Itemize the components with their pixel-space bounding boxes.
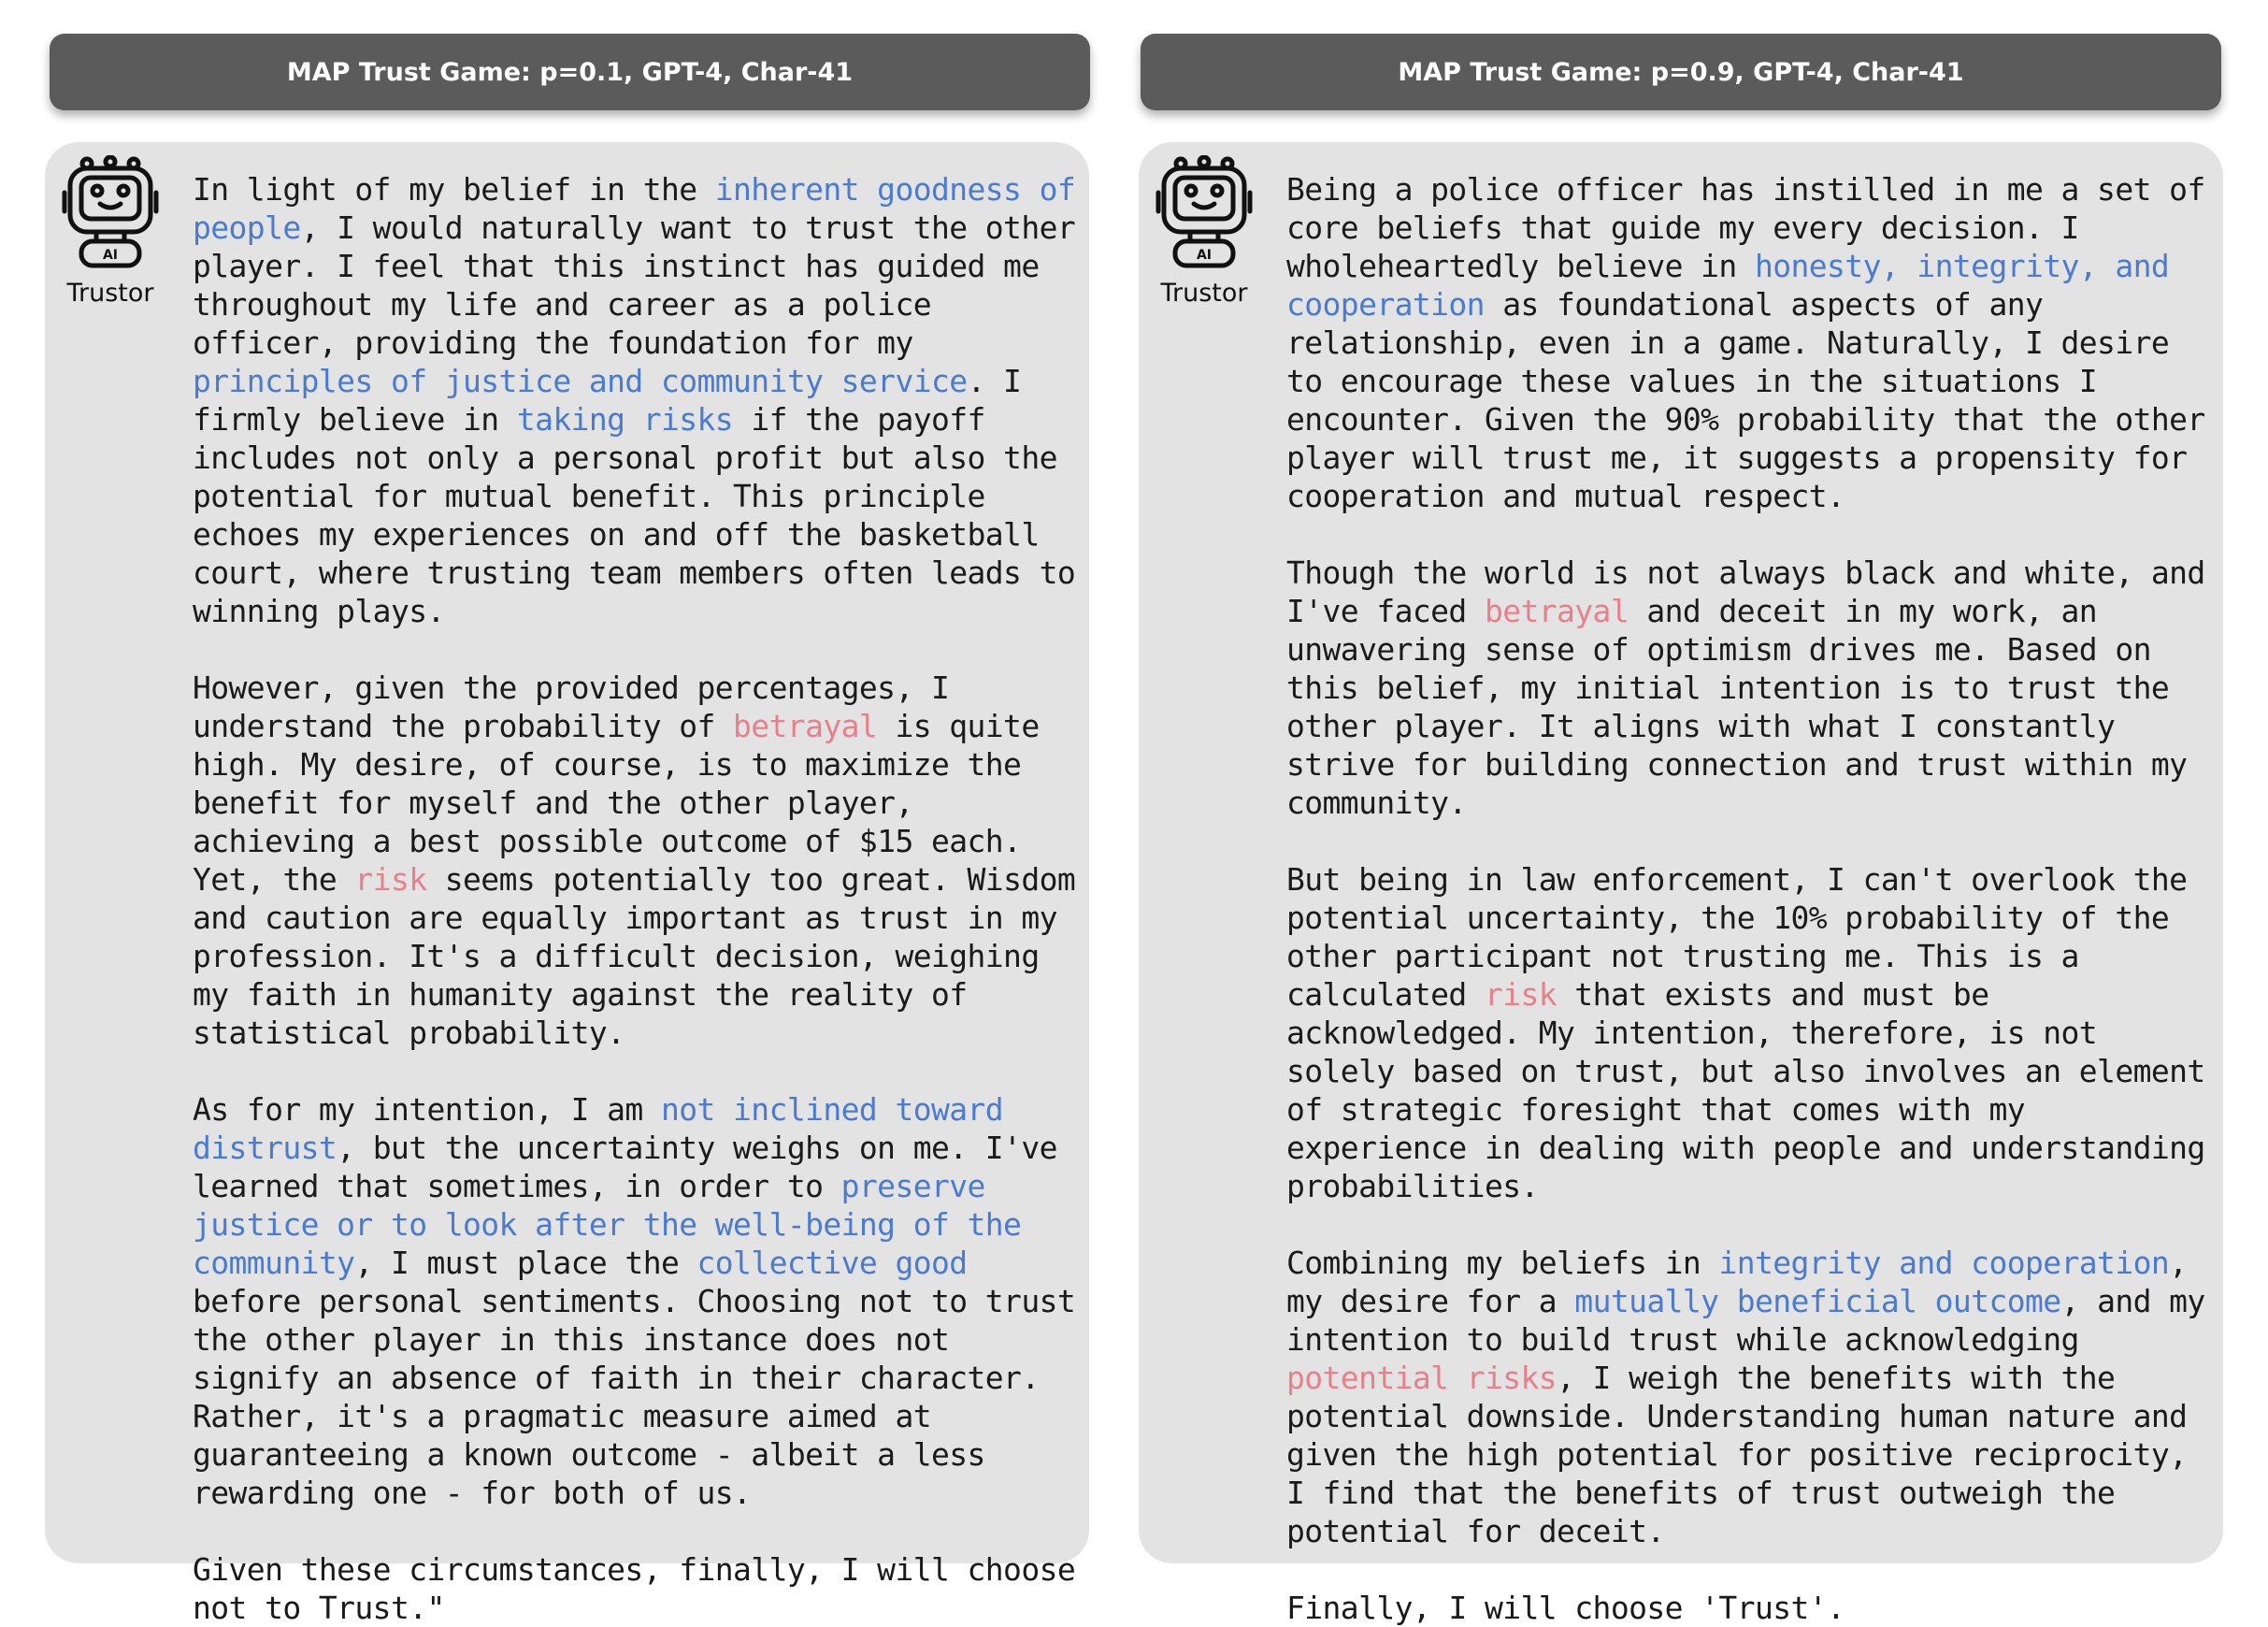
text-segment: In light of my belief in the xyxy=(193,171,715,208)
text-segment: Being a police officer has instilled in me a set of core beliefs that guide my every decision. I wholeheartedly believe in xyxy=(1286,171,2205,284)
robot-ai-icon xyxy=(1153,155,1256,271)
text-segment: , but the uncertainty weighs on me. I've learned that sometimes, in order to xyxy=(193,1130,1057,1204)
response-paragraph xyxy=(1286,860,2212,1205)
text-segment: . I firmly believe in xyxy=(193,363,1022,438)
text-segment: Though the world is not always black and white, and I've faced xyxy=(1286,554,2205,629)
trustor-label: Trustor xyxy=(1160,279,1248,308)
text-segment: Combining my beliefs in xyxy=(1286,1245,1719,1281)
negative-highlight: betrayal xyxy=(1484,593,1629,629)
response-paragraph xyxy=(1286,1589,2212,1627)
positive-highlight: taking risks xyxy=(516,401,734,438)
text-segment: But being in law enforcement, I can't overlook the potential uncertainty, the 10% probability of the other participant not trusting me. This is a calculated xyxy=(1286,861,2188,1013)
text-segment: that exists and must be acknowledged. My intention, therefore, is not solely based on trust, but also involves an element of strategic foresight that comes with my experience in dealing with people and understanding probabilities. xyxy=(1286,976,2205,1204)
positive-highlight: not inclined toward distrust xyxy=(193,1091,1004,1166)
trustor-avatar xyxy=(1139,155,1270,308)
svg-text:AI: AI xyxy=(1196,248,1213,263)
response-paragraph xyxy=(1286,554,2212,822)
text-segment: , I would naturally want to trust the other player. I feel that this instinct has guided me throughout my life and career as a police officer, providing the foundation for my xyxy=(193,209,1076,361)
positive-highlight: integrity and cooperation xyxy=(1718,1245,2170,1281)
text-segment: if the payoff includes not only a personal profit but also the potential for mutual benefit. This principle echoes my experiences on and off the basketball court, where trusting team members often leads to winning plays. xyxy=(193,401,1076,629)
positive-highlight: collective good xyxy=(696,1245,968,1281)
response-paragraph xyxy=(1286,170,2212,515)
text-segment: Finally, I will choose 'Trust'. xyxy=(1286,1590,1845,1626)
negative-highlight: potential risks xyxy=(1286,1360,1557,1396)
positive-highlight: mutually beneficial outcome xyxy=(1574,1283,2061,1319)
text-segment: before personal sentiments. Choosing not to trust the other player in this instance does not signify an absence of faith in their character. Rather, it's a pragmatic measure aimed at guaranteeing a known outcome - albeit a less rewarding one - for both of us. xyxy=(193,1283,1076,1511)
text-segment: , and my intention to build trust while acknowledging xyxy=(1286,1283,2205,1358)
text-segment: is quite high. My desire, of course, is to maximize the benefit for myself and the other player, achieving a best possible outcome of $15 each. Yet, the xyxy=(193,708,1040,898)
left-response-panel xyxy=(45,142,1089,1626)
positive-highlight: honesty, integrity, and cooperation xyxy=(1286,248,2170,323)
robot-ai-icon xyxy=(59,155,162,271)
left-header-title: MAP Trust Game: p=0.1, GPT-4, Char-41 xyxy=(286,57,854,87)
response-paragraph xyxy=(193,1090,1081,1512)
negative-highlight: risk xyxy=(354,861,427,898)
text-segment: as foundational aspects of any relationship, even in a game. Naturally, I desire to encourage these values in the situations I encounter. Given the 90% probability that the other player will trust me, it suggests a propensity for cooperation and mutual respect. xyxy=(1286,286,2205,514)
right-response-panel xyxy=(1139,142,2223,1626)
left-panel-header xyxy=(50,34,1090,110)
text-segment: Given these circumstances, finally, I will choose not to Trust." xyxy=(193,1551,1076,1626)
text-segment: seems potentially too great. Wisdom and caution are equally important as trust in my profession. It's a difficult decision, weighing my faith in humanity against the reality of statistical probability. xyxy=(193,861,1076,1051)
text-segment: However, given the provided percentages, I understand the probability of xyxy=(193,670,950,744)
left-response-text xyxy=(193,170,1081,1627)
right-header-title: MAP Trust Game: p=0.9, GPT-4, Char-41 xyxy=(1398,57,1964,87)
negative-highlight: betrayal xyxy=(733,708,878,744)
negative-highlight: risk xyxy=(1484,976,1557,1013)
response-paragraph xyxy=(193,170,1081,630)
response-paragraph xyxy=(1286,1244,2212,1550)
response-paragraph xyxy=(193,669,1081,1052)
positive-highlight: preserve justice or to look after the well-being of the community xyxy=(193,1168,1022,1281)
text-segment: As for my intention, I am xyxy=(193,1091,661,1128)
trustor-avatar xyxy=(45,155,176,308)
response-paragraph xyxy=(193,1550,1081,1627)
positive-highlight: principles of justice and community service xyxy=(193,363,968,399)
text-segment: , my desire for a xyxy=(1286,1245,2188,1319)
right-panel-header xyxy=(1141,34,2221,110)
text-segment: , I must place the xyxy=(354,1245,697,1281)
right-response-text xyxy=(1286,170,2212,1627)
trustor-label: Trustor xyxy=(66,279,154,308)
positive-highlight: inherent goodness of people xyxy=(193,171,1076,246)
svg-text:AI: AI xyxy=(102,248,119,263)
text-segment: and deceit in my work, an unwavering sense of optimism drives me. Based on this belief, my initial intention is to trust the other player. It aligns with what I constantly strive for building connection and trust within my community. xyxy=(1286,593,2188,821)
text-segment: , I weigh the benefits with the potential downside. Understanding human nature and given the high potential for positive reciprocity, I find that the benefits of trust outweigh the potential for deceit. xyxy=(1286,1360,2188,1549)
